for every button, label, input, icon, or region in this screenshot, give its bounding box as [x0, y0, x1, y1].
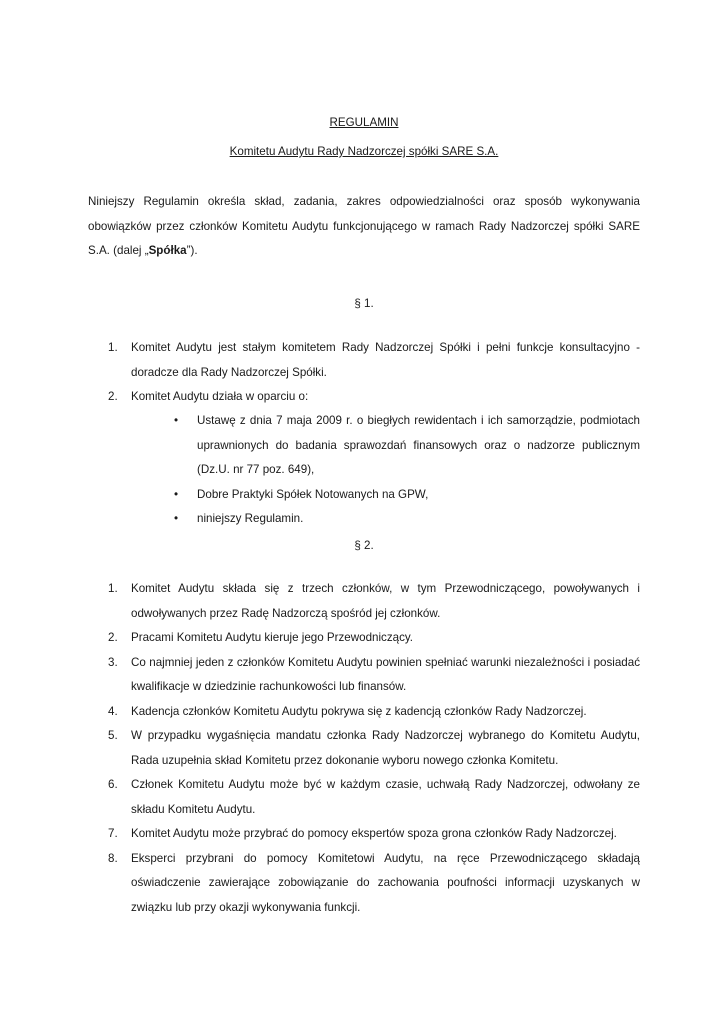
item-text: Komitet Audytu jest stałym komitetem Rady Nadzorczej Spółki i pełni funkcje konsultacyjno - doradcze dla Rady Nadzorczej Spółki.: [131, 341, 640, 379]
bullet-text: niniejszy Regulamin.: [197, 512, 304, 525]
section-2-heading: § 2.: [354, 539, 374, 552]
bullet-text: Dobre Praktyki Spółek Notowanych na GPW,: [197, 487, 429, 501]
item-text: Eksperci przybrani do pomocy Komitetowi Audytu, na ręce Przewodniczącego składają oświadczenie zawierające zobowiązanie do zachowania poufności informacji uzyskanych w związku lub przy okazji wykonywania funkcji.: [131, 851, 640, 914]
item-number: 2.: [108, 390, 118, 403]
item-text: Kadencja członków Komitetu Audytu pokrywa się z kadencją członków Rady Nadzorczej.: [131, 704, 587, 718]
item-number: 5.: [108, 729, 118, 742]
bullet-symbol: •: [174, 487, 179, 501]
intro-paragraph: [88, 190, 640, 264]
item-text: W przypadku wygaśnięcia mandatu członka Rady Nadzorczej wybranego do Komitetu Audytu, Rada uzupełnia skład Komitetu przez dokonanie wyboru nowego członka Komitetu.: [131, 729, 640, 767]
intro-text: Niniejszy Regulamin określa skład, zadania, zakres odpowiedzialności oraz sposób wykonywania obowiązków przez członków Komitetu Audytu funkcjonującego w ramach Rady Nadzorczej spółki SARE S.A. (dalej „: [88, 195, 640, 257]
item-number: 6.: [108, 778, 118, 791]
section-1-list: [88, 336, 640, 410]
bullet-symbol: •: [174, 512, 179, 525]
list-item: [88, 385, 640, 410]
item-number: 1.: [108, 582, 118, 595]
list-item: [88, 626, 640, 651]
bullet-text: Ustawę z dnia 7 maja 2009 r. o biegłych rewidentach i ich samorządzie, podmiotach uprawnionych do badania sprawozdań finansowych oraz o nadzorze publicznym (Dz.U. nr 77 poz. 649),: [197, 414, 640, 476]
list-item: [88, 651, 640, 700]
item-number: 3.: [108, 655, 118, 669]
item-text: Członek Komitetu Audytu może być w każdym czasie, uchwałą Rady Nadzorczej, odwołany ze składu Komitetu Audytu.: [131, 778, 640, 816]
item-text: Komitet Audytu działa w oparciu o:: [131, 390, 309, 403]
section-1-heading: § 1.: [354, 297, 374, 310]
bullet-item: [172, 409, 640, 483]
bullet-symbol: •: [174, 414, 179, 427]
section-1-bullet-list: [172, 409, 640, 532]
item-text: Komitet Audytu może przybrać do pomocy ekspertów spoza grona członków Rady Nadzorczej.: [131, 827, 617, 840]
item-text: Komitet Audytu składa się z trzech członków, w tym Przewodniczącego, powoływanych i odwoływanych przez Radę Nadzorczą spośród jej członków.: [131, 582, 640, 620]
document-title: REGULAMIN: [329, 116, 399, 129]
item-number: 4.: [108, 704, 118, 718]
item-text: Pracami Komitetu Audytu kieruje jego Przewodniczący.: [131, 631, 414, 644]
intro-text-end: ”).: [186, 244, 198, 257]
list-item: [88, 724, 640, 773]
list-item: [88, 336, 640, 385]
list-item: [88, 847, 640, 921]
list-item: [88, 822, 640, 847]
section-2-list: [88, 577, 640, 920]
item-number: 2.: [108, 631, 118, 644]
item-number: 8.: [108, 851, 118, 865]
item-number: 1.: [108, 341, 118, 354]
list-item: [88, 577, 640, 626]
list-item: [88, 700, 640, 725]
item-number: 7.: [108, 827, 118, 840]
bullet-item: [172, 507, 640, 532]
intro-bold-term: Spółka: [148, 244, 187, 257]
bullet-item: [172, 483, 640, 508]
list-item: [88, 773, 640, 822]
document-subtitle: Komitetu Audytu Rady Nadzorczej spółki SARE S.A.: [229, 145, 499, 158]
item-text: Co najmniej jeden z członków Komitetu Audytu powinien spełniać warunki niezależności i posiadać kwalifikacje w dziedzinie rachunkowości lub finansów.: [131, 655, 640, 693]
